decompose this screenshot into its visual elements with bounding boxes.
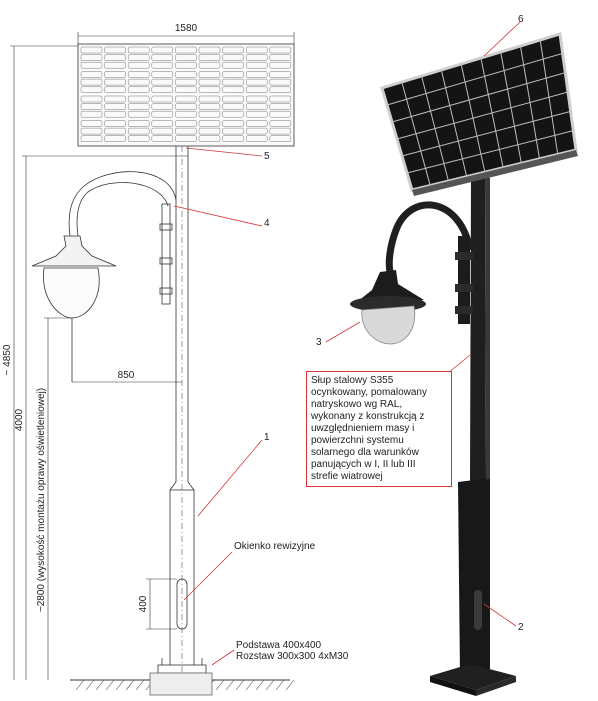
hatch-line xyxy=(226,680,234,690)
note-line: panujących w I, II lub III xyxy=(311,459,416,470)
hatch-line xyxy=(126,680,134,690)
note-line: natryskowo wg RAL, xyxy=(311,399,403,410)
hatch-line xyxy=(216,680,224,690)
note-line: strefie wiatrowej xyxy=(311,471,383,482)
hatch-line xyxy=(266,680,274,690)
callout-5: 5 xyxy=(264,151,270,162)
base-plate-line-1: Podstawa 400x400 xyxy=(236,640,322,651)
dim-panel-width: 1580 xyxy=(174,23,198,34)
note-line: Słup stalowy S355 xyxy=(311,375,394,386)
hatch-line xyxy=(86,680,94,690)
pole-spec-note xyxy=(306,371,452,487)
base-plate-label xyxy=(236,640,348,662)
hatch-line xyxy=(246,680,254,690)
note-line: ocynkowany, pomalowany xyxy=(311,387,427,398)
callout-4: 4 xyxy=(264,218,270,229)
hatch-line xyxy=(276,680,284,690)
note-line: uwzględnieniem masy i xyxy=(311,423,415,434)
lamp-head xyxy=(32,236,116,266)
dim-pole-height: 4000 xyxy=(14,408,25,432)
inspection-window-label: Okienko rewizyjne xyxy=(234,541,316,552)
hatch-line xyxy=(76,680,84,690)
note-line: powierzchni systemu xyxy=(311,435,404,446)
render-lamp-globe xyxy=(362,306,415,344)
lamp-globe xyxy=(43,268,99,318)
callout-3: 3 xyxy=(316,337,322,348)
render-solar-panel xyxy=(382,34,576,190)
base-plate-line-2: Rozstaw 300x300 4xM30 xyxy=(236,651,349,662)
dim-mount-height: ~2800 (wysokość montażu oprawy oświetleniowej) xyxy=(36,387,47,613)
note-line: wykonany z konstrukcją z xyxy=(311,411,425,422)
callout-1: 1 xyxy=(264,432,270,443)
render-3d xyxy=(350,34,578,696)
dim-total-height: ~ 4850 xyxy=(2,344,13,376)
hatch-line xyxy=(136,680,144,690)
hatch-line xyxy=(236,680,244,690)
hatch-line xyxy=(96,680,104,690)
hatch-line xyxy=(286,680,294,690)
panel-front-view xyxy=(78,44,294,146)
dim-arm-reach: 850 xyxy=(117,370,135,381)
callout-6: 6 xyxy=(518,14,524,25)
note-line: solarnego dla warunków xyxy=(311,447,419,458)
technical-drawing xyxy=(32,44,294,695)
render-pole xyxy=(470,176,486,482)
hatch-line xyxy=(116,680,124,690)
hatch-line xyxy=(106,680,114,690)
hatch-line xyxy=(256,680,264,690)
dim-window-height: 400 xyxy=(138,595,149,613)
render-arm xyxy=(389,205,470,272)
callout-2: 2 xyxy=(518,622,524,633)
